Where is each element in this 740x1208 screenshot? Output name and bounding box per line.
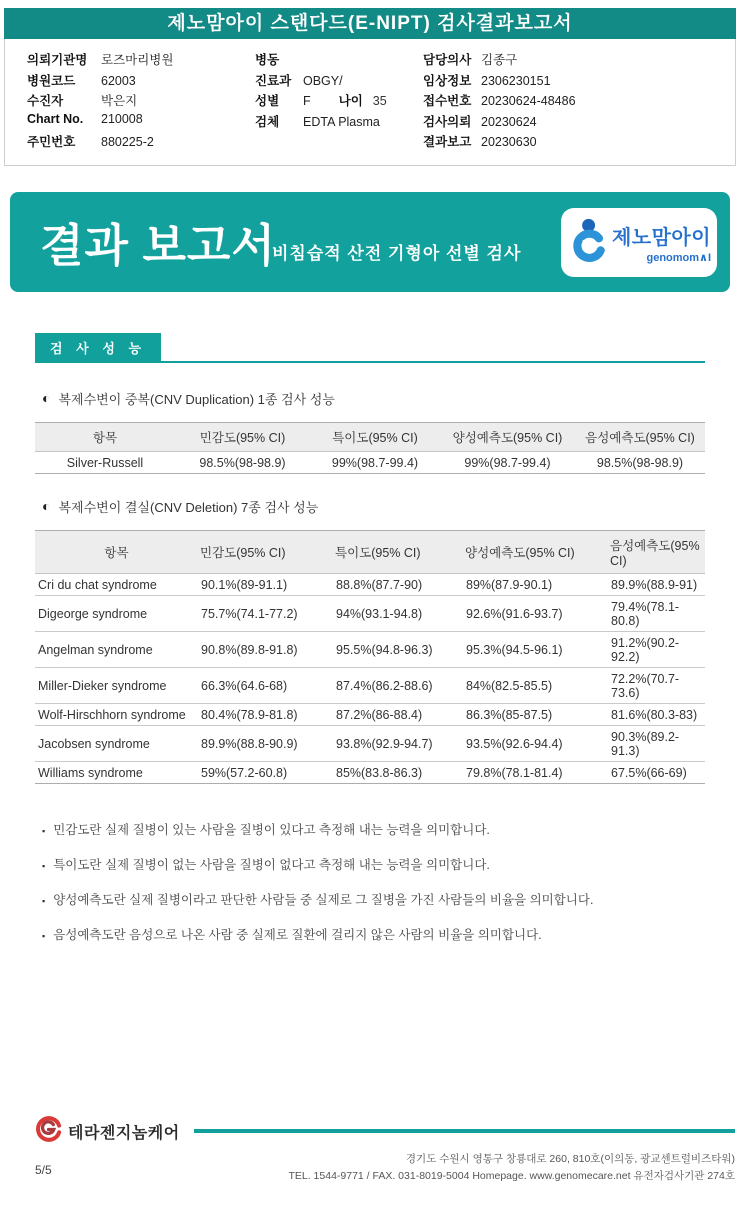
- banner-title: 결과 보고서: [40, 219, 276, 271]
- info-field: [255, 71, 423, 92]
- info-field-value: 로즈마리병원: [101, 53, 174, 67]
- theragen-g-icon: [35, 1115, 62, 1147]
- info-field: [27, 71, 255, 92]
- info-field-value: 박은지: [101, 94, 138, 108]
- patient-info-column-1: [27, 50, 255, 153]
- info-field-value: 880225-2: [101, 135, 154, 149]
- info-field: [423, 50, 735, 71]
- info-field-value: 62003: [101, 73, 136, 88]
- column-header: 음성예측도(95% CI): [575, 422, 705, 451]
- table-cell: 99%(98.7-99.4): [440, 451, 575, 473]
- square-bullet-icon: ▪: [42, 895, 46, 906]
- table-cell: 91.2%(90.2-92.2): [608, 631, 705, 667]
- info-field-value: 20230630: [481, 135, 537, 149]
- table-cell: 88.8%(87.7-90): [333, 573, 463, 595]
- table-cell: 79.8%(78.1-81.4): [463, 761, 608, 783]
- table-cell: 90.8%(89.8-91.8): [198, 631, 333, 667]
- info-field-label: 병원코드: [27, 73, 76, 88]
- info-field-label: 진료과: [255, 73, 292, 88]
- info-field-label: 검사의뢰: [423, 114, 472, 129]
- definition-note-text: 양성예측도란 실제 질병이라고 판단한 사람들 중 실제로 그 질병을 가진 사람들의 비율을 의미합니다.: [53, 892, 594, 907]
- table-cell: 89.9%(88.8-90.9): [198, 725, 333, 761]
- genomom-logo-korean: 제노맘아이: [611, 226, 712, 249]
- report-title-bar: [4, 8, 736, 39]
- info-field: [27, 132, 255, 153]
- table-cell: 90.1%(89-91.1): [198, 573, 333, 595]
- table-cell: Williams syndrome: [35, 761, 198, 783]
- info-field: [255, 91, 423, 112]
- info-field: [27, 91, 255, 112]
- section-performance: [35, 333, 705, 363]
- result-banner: [10, 192, 730, 292]
- table-cell: 98.5%(98-98.9): [575, 451, 705, 473]
- column-header: 특이도(95% CI): [310, 422, 440, 451]
- table-cell: Wolf-Hirschhorn syndrome: [35, 703, 198, 725]
- info-field-value: OBGY/: [303, 73, 343, 88]
- column-header: 민감도(95% CI): [175, 422, 310, 451]
- table-cell: 95.5%(94.8-96.3): [333, 631, 463, 667]
- info-field-value: 20230624-48486: [481, 94, 576, 108]
- info-field: [27, 112, 255, 133]
- table-row: [35, 573, 705, 595]
- table-header-row: [35, 530, 705, 573]
- column-header: 항목: [35, 530, 198, 573]
- company-address: [288, 1151, 735, 1184]
- company-address-line2: TEL. 1544-9771 / FAX. 031-8019-5004 Homepage. www.genomecare.net 유전자검사기관 274호: [288, 1169, 735, 1182]
- table-cell: 67.5%(66-69): [608, 761, 705, 783]
- table-cell: Digeorge syndrome: [35, 595, 198, 631]
- info-field-label: 주민번호: [27, 135, 76, 149]
- table-row: [35, 761, 705, 783]
- genomom-logo: [561, 208, 717, 277]
- table-cell: 95.3%(94.5-96.1): [463, 631, 608, 667]
- cnv-duplication-table: [35, 422, 705, 474]
- table-cell: 89.9%(88.9-91): [608, 573, 705, 595]
- info-field-label: 나이: [338, 94, 363, 108]
- definition-note: [42, 820, 705, 838]
- info-field-label: 결과보고: [423, 135, 472, 149]
- definition-note-text: 특이도란 실제 질병이 없는 사람을 질병이 없다고 측정해 내는 능력을 의미합니다.: [53, 857, 490, 872]
- table-cell: 87.4%(86.2-88.6): [333, 667, 463, 703]
- table-cell: 59%(57.2-60.8): [198, 761, 333, 783]
- table-cell: 81.6%(80.3-83): [608, 703, 705, 725]
- half-circle-icon: ◐: [42, 390, 51, 406]
- definition-notes: [42, 820, 705, 943]
- table-row: [35, 725, 705, 761]
- info-field-label: 수진자: [27, 94, 64, 108]
- column-header: 양성예측도(95% CI): [440, 422, 575, 451]
- info-field-value: 2306230151: [481, 73, 551, 88]
- patient-info-column-3: [423, 50, 735, 153]
- table-cell: 94%(93.1-94.8): [333, 595, 463, 631]
- info-field: [255, 50, 423, 71]
- page-number: 5/5: [35, 1163, 52, 1178]
- footer-info-row: [35, 1151, 735, 1184]
- table-cell: 87.2%(86-88.4): [333, 703, 463, 725]
- genomom-logo-text: [612, 221, 711, 264]
- table-cell: 98.5%(98-98.9): [175, 451, 310, 473]
- table-row: [35, 595, 705, 631]
- table-cell: Cri du chat syndrome: [35, 573, 198, 595]
- subsection-cnv-deletion-title: 복제수변이 결실(CNV Deletion) 7종 검사 성능: [58, 499, 319, 515]
- half-circle-icon: ◐: [42, 498, 51, 514]
- company-address-line1: 경기도 수원시 영통구 창룡대로 260, 810호(이의동, 광교센트럴비즈타워): [405, 1153, 735, 1166]
- info-field-label: 임상정보: [423, 73, 472, 88]
- square-bullet-icon: ▪: [42, 860, 46, 871]
- subsection-cnv-duplication: [42, 389, 705, 408]
- info-field: [423, 132, 735, 153]
- info-field: [423, 91, 735, 112]
- table-cell: 86.3%(85-87.5): [463, 703, 608, 725]
- table-cell: Jacobsen syndrome: [35, 725, 198, 761]
- theragen-logo: [35, 1115, 180, 1147]
- info-field-value: F: [303, 94, 311, 108]
- definition-note: [42, 925, 705, 943]
- subsection-cnv-duplication-title: 복제수변이 중복(CNV Duplication) 1종 검사 성능: [58, 391, 335, 407]
- table-cell: 89%(87.9-90.1): [463, 573, 608, 595]
- info-field: [255, 112, 423, 133]
- info-field-value: 210008: [101, 111, 143, 126]
- info-field-value: 35: [372, 94, 387, 108]
- patient-info-box: [4, 39, 736, 166]
- table-cell: 93.5%(92.6-94.4): [463, 725, 608, 761]
- banner-subtitle: 비침습적 산전 기형아 선별 검사: [272, 243, 522, 263]
- definition-note-text: 음성예측도란 음성으로 나온 사람 중 실제로 질환에 걸리지 않은 사람의 비율을 의미합니다.: [53, 927, 542, 942]
- section-performance-label: 검 사 성 능: [35, 333, 161, 361]
- info-field-label: 접수번호: [423, 94, 472, 108]
- column-header: 특이도(95% CI): [333, 530, 463, 573]
- definition-note: [42, 890, 705, 908]
- definition-note: [42, 855, 705, 873]
- column-header: 항목: [35, 422, 175, 451]
- table-cell: 75.7%(74.1-77.2): [198, 595, 333, 631]
- info-field-label: Chart No.: [27, 111, 84, 126]
- report-title: 제노맘아이 스탠다드(E-NIPT) 검사결과보고서: [167, 13, 573, 34]
- table-cell: 72.2%(70.7-73.6): [608, 667, 705, 703]
- info-field: [27, 50, 255, 71]
- info-field-label: 성별: [255, 94, 280, 108]
- info-field: [423, 71, 735, 92]
- square-bullet-icon: ▪: [42, 930, 46, 941]
- info-field-value: 김종구: [481, 53, 518, 67]
- footer-logo-row: [35, 1115, 735, 1147]
- patient-info-column-2: [255, 50, 423, 153]
- table-row: [35, 451, 705, 473]
- info-field: [423, 112, 735, 133]
- table-cell: 80.4%(78.9-81.8): [198, 703, 333, 725]
- genomom-mom-icon: [567, 217, 605, 268]
- table-cell: 99%(98.7-99.4): [310, 451, 440, 473]
- cnv-deletion-table: [35, 530, 705, 784]
- page-footer: [35, 1115, 735, 1184]
- footer-divider-rule: [194, 1129, 735, 1133]
- table-cell: Miller-Dieker syndrome: [35, 667, 198, 703]
- info-field-label: 의뢰기관명: [27, 53, 88, 67]
- square-bullet-icon: ▪: [42, 825, 46, 836]
- subsection-cnv-deletion: [42, 497, 705, 516]
- info-field-label: 병동: [255, 53, 280, 67]
- table-cell: 85%(83.8-86.3): [333, 761, 463, 783]
- column-header: 음성예측도(95% CI): [608, 530, 705, 573]
- table-header-row: [35, 422, 705, 451]
- table-cell: Angelman syndrome: [35, 631, 198, 667]
- genomom-logo-english: genomom∧I: [646, 251, 712, 264]
- table-row: [35, 631, 705, 667]
- info-field-label: 검체: [255, 114, 280, 129]
- table-row: [35, 667, 705, 703]
- table-cell: 92.6%(91.6-93.7): [463, 595, 608, 631]
- theragen-logo-text: 테라젠지놈케어: [68, 1124, 180, 1142]
- column-header: 민감도(95% CI): [198, 530, 333, 573]
- table-cell: 79.4%(78.1-80.8): [608, 595, 705, 631]
- table-row: [35, 703, 705, 725]
- table-cell: Silver-Russell: [35, 451, 175, 473]
- info-field-label: 담당의사: [423, 53, 472, 67]
- table-cell: 90.3%(89.2-91.3): [608, 725, 705, 761]
- table-cell: 84%(82.5-85.5): [463, 667, 608, 703]
- table-cell: 66.3%(64.6-68): [198, 667, 333, 703]
- info-field-value: 20230624: [481, 114, 537, 129]
- definition-note-text: 민감도란 실제 질병이 있는 사람을 질병이 있다고 측정해 내는 능력을 의미합니다.: [53, 822, 490, 837]
- column-header: 양성예측도(95% CI): [463, 530, 608, 573]
- table-cell: 93.8%(92.9-94.7): [333, 725, 463, 761]
- info-field-value: EDTA Plasma: [303, 114, 380, 129]
